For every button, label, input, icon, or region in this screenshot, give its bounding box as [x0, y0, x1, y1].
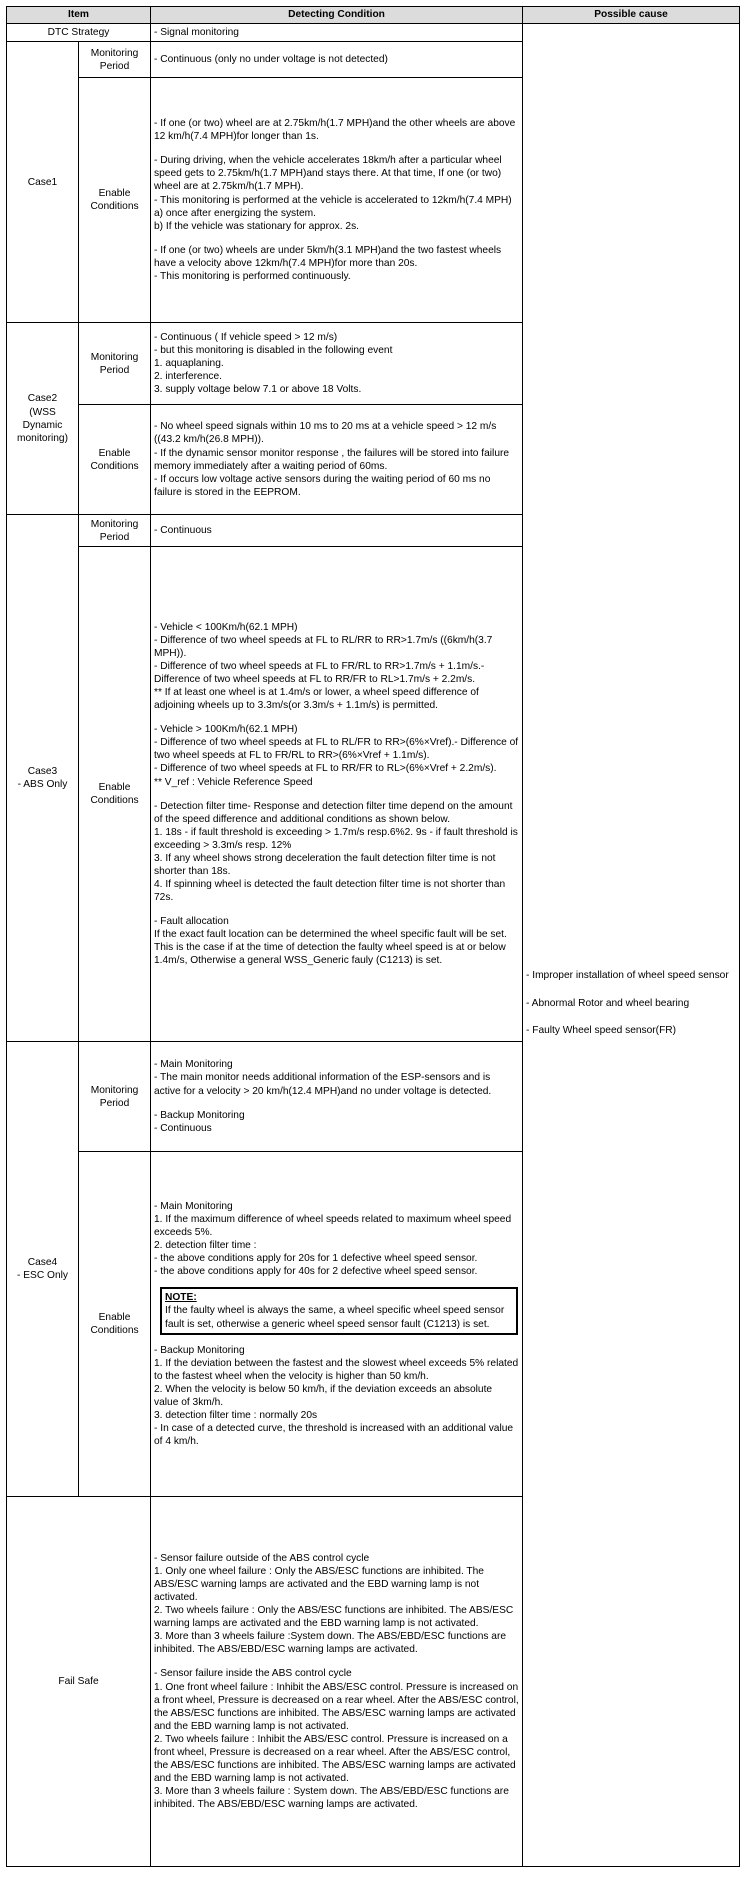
- table-header-row: [7, 7, 740, 24]
- case4-enable-value: - Main Monitoring 1. If the maximum difference of wheel speeds related to maximum wheel speed exceeds 5%. 2. detection filter time : - the above conditions apply for 20s for 1 defective wheel speed sensor. - the above conditions apply for 40s for 2 defective wheel speed sensor. NOTE: If the faulty wheel is always the same, a wheel specific wheel speed sensor fault is set, otherwise a generic wheel speed sensor fault (C1213) is set. - Backup Monitoring 1. If the deviation between the fastest and the slowest wheel exceeds 5% related to the fastest wheel when the velocity is higher than 50 km/h. 2. When the velocity is below 50 km/h, if the deviation exceeds an absolute value of 3km/h. 3. detection filter time : normally 20s - In case of a detected curve, the threshold is increased with an additional value of 4 km/h.: [151, 1152, 523, 1497]
- note-text: If the faulty wheel is always the same, a wheel specific wheel speed sensor fault is set, otherwise a generic wheel speed sensor fault (C1213) is set.: [165, 1305, 505, 1330]
- case4-monitoring-label: Monitoring Period: [79, 1042, 151, 1152]
- case2-label: Case2 (WSS Dynamic monitoring): [7, 323, 79, 515]
- header-possible-cause: Possible cause: [523, 7, 740, 24]
- case1-enable-value: - If one (or two) wheel are at 2.75km/h(1.7 MPH)and the other wheels are above 12 km/h(7.4 MPH)for longer than 1s. - During driving, when the vehicle accelerates 18km/h after a particular wheel speed gets to 2.75km/h(1.7 MPH)and stays there. At that time, If one (or two) wheel are at 2.75km/h(1.7 MPH). - This monitoring is performed at the vehicle is accelerated to 12km/h(7.4 MPH) a) once after energizing the system. b) If the vehicle was stationary for approx. 2s. - If one (or two) wheels are under 5km/h(3.1 MPH)and the two fastest wheels have a velocity above 12km/h(7.4 MPH)for more than 20s. - This monitoring is performed continuously.: [151, 78, 523, 323]
- case3-enable-label: Enable Conditions: [79, 547, 151, 1042]
- header-item: Item: [7, 7, 151, 24]
- case1-monitoring-label: Monitoring Period: [79, 42, 151, 78]
- case2-monitoring-label: Monitoring Period: [79, 323, 151, 405]
- dtc-strategy-value: - Signal monitoring: [151, 24, 523, 42]
- case3-enable-value: - Vehicle < 100Km/h(62.1 MPH) - Difference of two wheel speeds at FL to RL/RR to RR>1.7m/s ((6km/h(3.7 MPH)). - Difference of two wheel speeds at FL to FR/RL to RR>1.7m/s + 1.1m/s.- Difference of two wheel speeds at FL to RR/FR to RL>1.7m/s + 2.2m/s. ** If at least one wheel is at 1.4m/s or lower, a wheel speed difference of adjoining wheels up to 3.3m/s(or 3.3m/s + 1.1m/s) is permitted. - Vehicle > 100Km/h(62.1 MPH) - Difference of two wheel speeds at FL to RL/FR to RR>(6%×Vref).- Difference of two wheel speeds at FL to FR/RL to RR>(6%×Vref + 1.1m/s). - Difference of two wheel speeds at FL to RR/FR to RL>(6%×Vref + 2.2m/s). ** V_ref : Vehicle Reference Speed - Detection filter time- Response and detection filter time depend on the amount of the speed difference and additional conditions as shown below. 1. 18s - if fault threshold is exceeding > 1.7m/s resp.6%2. 9s - if fault threshold is exceeding > 3.3m/s resp. 12% 3. If any wheel shows strong deceleration the fault detection filter time is not shorter than 18s. 4. If spinning wheel is detected the fault detection filter time is not shorter than 72s. - Fault allocation If the exact fault location can be determined the wheel specific fault will be set. This is the case if at the time of detection the faulty wheel speed is at or below 1.4m/s, Otherwise a general WSS_Generic fauly (C1213) is set.: [151, 547, 523, 1042]
- case1-monitoring-value: - Continuous (only no under voltage is not detected): [151, 42, 523, 78]
- fail-safe-label: Fail Safe: [7, 1497, 151, 1867]
- cause-item: - Faulty Wheel speed sensor(FR): [526, 1024, 677, 1036]
- case2-monitoring-value: - Continuous ( If vehicle speed > 12 m/s) - but this monitoring is disabled in the following event 1. aquaplaning. 2. interference. 3. supply voltage below 7.1 or above 18 Volts.: [151, 323, 523, 405]
- case3-monitoring-label: Monitoring Period: [79, 515, 151, 547]
- case4-monitoring-value: - Main Monitoring - The main monitor needs additional information of the ESP-sensors and is active for a velocity > 20 km/h(12.4 MPH)and no under voltage is detected. - Backup Monitoring - Continuous: [151, 1042, 523, 1152]
- case1-label: Case1: [7, 42, 79, 323]
- case1-enable-label: Enable Conditions: [79, 78, 151, 323]
- case4-enable-label: Enable Conditions: [79, 1152, 151, 1497]
- dtc-spec-table: [6, 6, 740, 1867]
- case3-label: Case3 - ABS Only: [7, 515, 79, 1042]
- possible-cause-cell: [523, 24, 740, 1867]
- note-title: NOTE:: [165, 1292, 197, 1304]
- case2-enable-label: Enable Conditions: [79, 405, 151, 515]
- fail-safe-value: - Sensor failure outside of the ABS control cycle 1. Only one wheel failure : Only the ABS/ESC functions are inhibited. The ABS/ESC warning lamps are activated and the EBD warning lamp is not activated. 2. Two wheels failure : Only the ABS/ESC functions are inhibited. The ABS/ESC warning lamps are activated and the EBD warning lamp is not activated. 3. More than 3 wheels failure :System down. The ABS/EBD/ESC functions are inhibited. The ABS/EBD/ESC warning lamps are activated. - Sensor failure inside the ABS control cycle 1. One front wheel failure : Inhibit the ABS/ESC control. Pressure is increased on a front wheel, Pressure is decreased on a rear wheel. After the ABS/ESC control, the ABS/ESC functions are inhibited. The ABS/ESC warning lamps are activated and the EBD warning lamp is not activated. 2. Two wheels failure : Inhibit the ABS/ESC control. Pressure is increased on a front wheel, Pressure is decreased on a rear wheel. After the ABS/ESC control, the ABS/ESC functions are inhibited. The ABS/ESC warning lamps are activated and the EBD warning lamp is not activated. 3. More than 3 wheels failure : System down. The ABS/EBD/ESC functions are inhibited. The ABS/EBD/ESC warning lamps are activated.: [151, 1497, 523, 1867]
- case2-enable-value: - No wheel speed signals within 10 ms to 20 ms at a vehicle speed > 12 m/s ((43.2 km/h(26.8 MPH)). - If the dynamic sensor monitor response , the failures will be stored into failure memory immediately after a waiting period of 60ms. - If occurs low voltage active sensors during the waiting period of 60 ms no failure is stored in the EEPROM.: [151, 405, 523, 515]
- case3-monitoring-value: - Continuous: [151, 515, 523, 547]
- note-box: [160, 1287, 518, 1334]
- cause-item: - Improper installation of wheel speed sensor: [526, 970, 729, 982]
- dtc-strategy-label: DTC Strategy: [7, 24, 151, 42]
- case4-label: Case4 - ESC Only: [7, 1042, 79, 1497]
- cause-item: - Abnormal Rotor and wheel bearing: [526, 997, 690, 1009]
- header-detecting-condition: Detecting Condition: [151, 7, 523, 24]
- row-dtc-strategy: [7, 24, 740, 42]
